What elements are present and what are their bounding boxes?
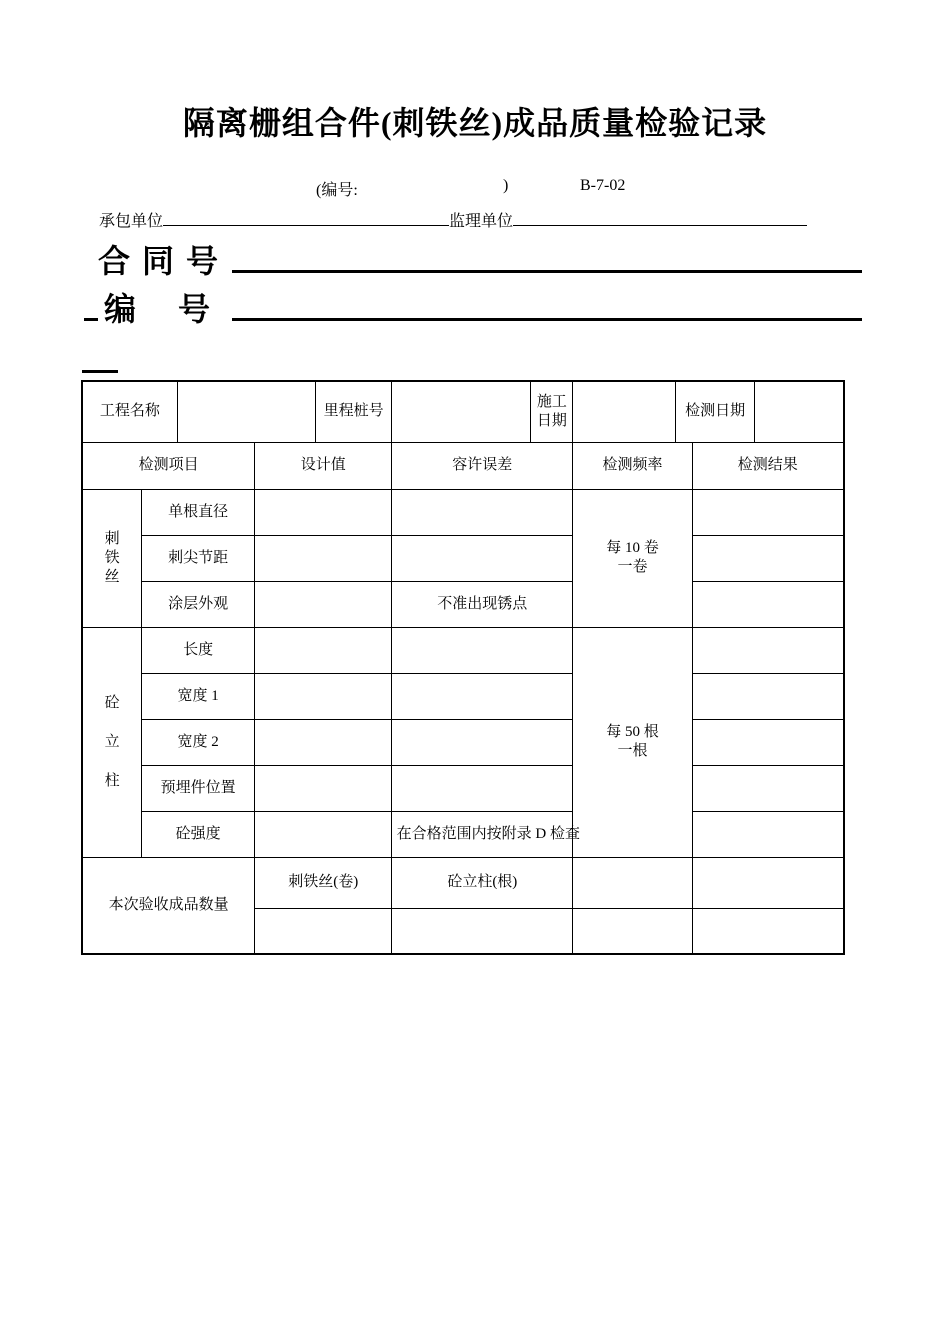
- col-tolerance: 容许误差: [392, 442, 573, 489]
- strength-tolerance: [392, 811, 580, 857]
- construction-date-value[interactable]: [573, 381, 676, 442]
- result-value[interactable]: [692, 627, 844, 673]
- group-post-label: [82, 627, 142, 857]
- item-label: 砼强度: [142, 811, 255, 857]
- group-post-name: 砼立柱: [104, 694, 120, 789]
- strength-tolerance-text: 在合格范围内按附录 D 检查: [396, 825, 580, 842]
- tolerance-value[interactable]: [392, 719, 573, 765]
- col-design: 设计值: [255, 442, 392, 489]
- supervisor-label: 监理单位: [449, 213, 514, 230]
- tolerance-value[interactable]: [392, 535, 573, 581]
- number-line: [316, 177, 358, 200]
- quantity-extra-value[interactable]: [573, 908, 692, 954]
- tolerance-value[interactable]: [392, 765, 573, 811]
- inspection-table: [81, 380, 845, 955]
- serial-prefix-line: [84, 318, 98, 321]
- inspection-date-label: 检测日期: [675, 381, 755, 442]
- project-name-value[interactable]: [177, 381, 315, 442]
- design-value[interactable]: [255, 489, 392, 535]
- frequency-post-text: 每 50 根一根: [606, 724, 659, 759]
- number-close: ): [503, 177, 509, 194]
- construction-date-label: 施工日期: [531, 381, 573, 442]
- mileage-label: 里程桩号: [315, 381, 391, 442]
- design-value[interactable]: [255, 535, 392, 581]
- mileage-value[interactable]: [392, 381, 531, 442]
- result-value[interactable]: [692, 719, 844, 765]
- item-label: 单根直径: [142, 489, 255, 535]
- contract-label: 合 同 号: [98, 243, 221, 279]
- coating-tolerance: 不准出现锈点: [392, 581, 573, 627]
- result-value[interactable]: [692, 673, 844, 719]
- serial-label: 编 号: [104, 291, 213, 327]
- design-value[interactable]: [255, 581, 392, 627]
- item-label: 涂层外观: [142, 581, 255, 627]
- number-label: (编号:: [316, 182, 358, 199]
- col-frequency: 检测频率: [573, 442, 692, 489]
- quantity-post-label: 砼立柱(根): [392, 857, 573, 908]
- design-value[interactable]: [255, 765, 392, 811]
- result-value[interactable]: [692, 811, 844, 857]
- form-code: B-7-02: [580, 177, 626, 194]
- inspection-date-value[interactable]: [755, 381, 844, 442]
- tolerance-value[interactable]: [392, 489, 573, 535]
- contractor-label: 承包单位: [99, 213, 164, 230]
- design-value[interactable]: [255, 719, 392, 765]
- quantity-extra-value[interactable]: [692, 908, 844, 954]
- supervisor-field[interactable]: [513, 211, 807, 226]
- group-wire-label: [82, 489, 142, 627]
- design-value[interactable]: [255, 673, 392, 719]
- quantity-extra[interactable]: [573, 857, 692, 908]
- design-value[interactable]: [255, 811, 392, 857]
- tolerance-value[interactable]: [392, 627, 573, 673]
- serial-field-wrap: [82, 370, 118, 373]
- contract-field[interactable]: [232, 270, 862, 273]
- col-item: 检测项目: [82, 442, 255, 489]
- quantity-label: 本次验收成品数量: [82, 857, 255, 954]
- contractor-line: [99, 208, 807, 231]
- item-label: 宽度 1: [142, 673, 255, 719]
- item-label: 长度: [142, 627, 255, 673]
- page-title: 隔离栅组合件(刺铁丝)成品质量检验记录: [182, 105, 768, 141]
- serial-field[interactable]: [232, 318, 862, 321]
- quantity-wire-label: 刺铁丝(卷): [255, 857, 392, 908]
- result-value[interactable]: [692, 535, 844, 581]
- tolerance-value[interactable]: [392, 673, 573, 719]
- project-name-label: 工程名称: [82, 381, 177, 442]
- item-label: 宽度 2: [142, 719, 255, 765]
- quantity-wire-value[interactable]: [255, 908, 392, 954]
- item-label: 预埋件位置: [142, 765, 255, 811]
- design-value[interactable]: [255, 627, 392, 673]
- group-wire-name: 刺铁丝: [104, 530, 120, 585]
- contractor-field[interactable]: [163, 211, 449, 226]
- frequency-wire: [573, 489, 692, 627]
- quantity-extra[interactable]: [692, 857, 844, 908]
- frequency-wire-text: 每 10 卷一卷: [606, 540, 659, 575]
- result-value[interactable]: [692, 489, 844, 535]
- result-value[interactable]: [692, 765, 844, 811]
- result-value[interactable]: [692, 581, 844, 627]
- item-label: 刺尖节距: [142, 535, 255, 581]
- col-result: 检测结果: [692, 442, 844, 489]
- frequency-post: [573, 627, 692, 857]
- quantity-post-value[interactable]: [392, 908, 573, 954]
